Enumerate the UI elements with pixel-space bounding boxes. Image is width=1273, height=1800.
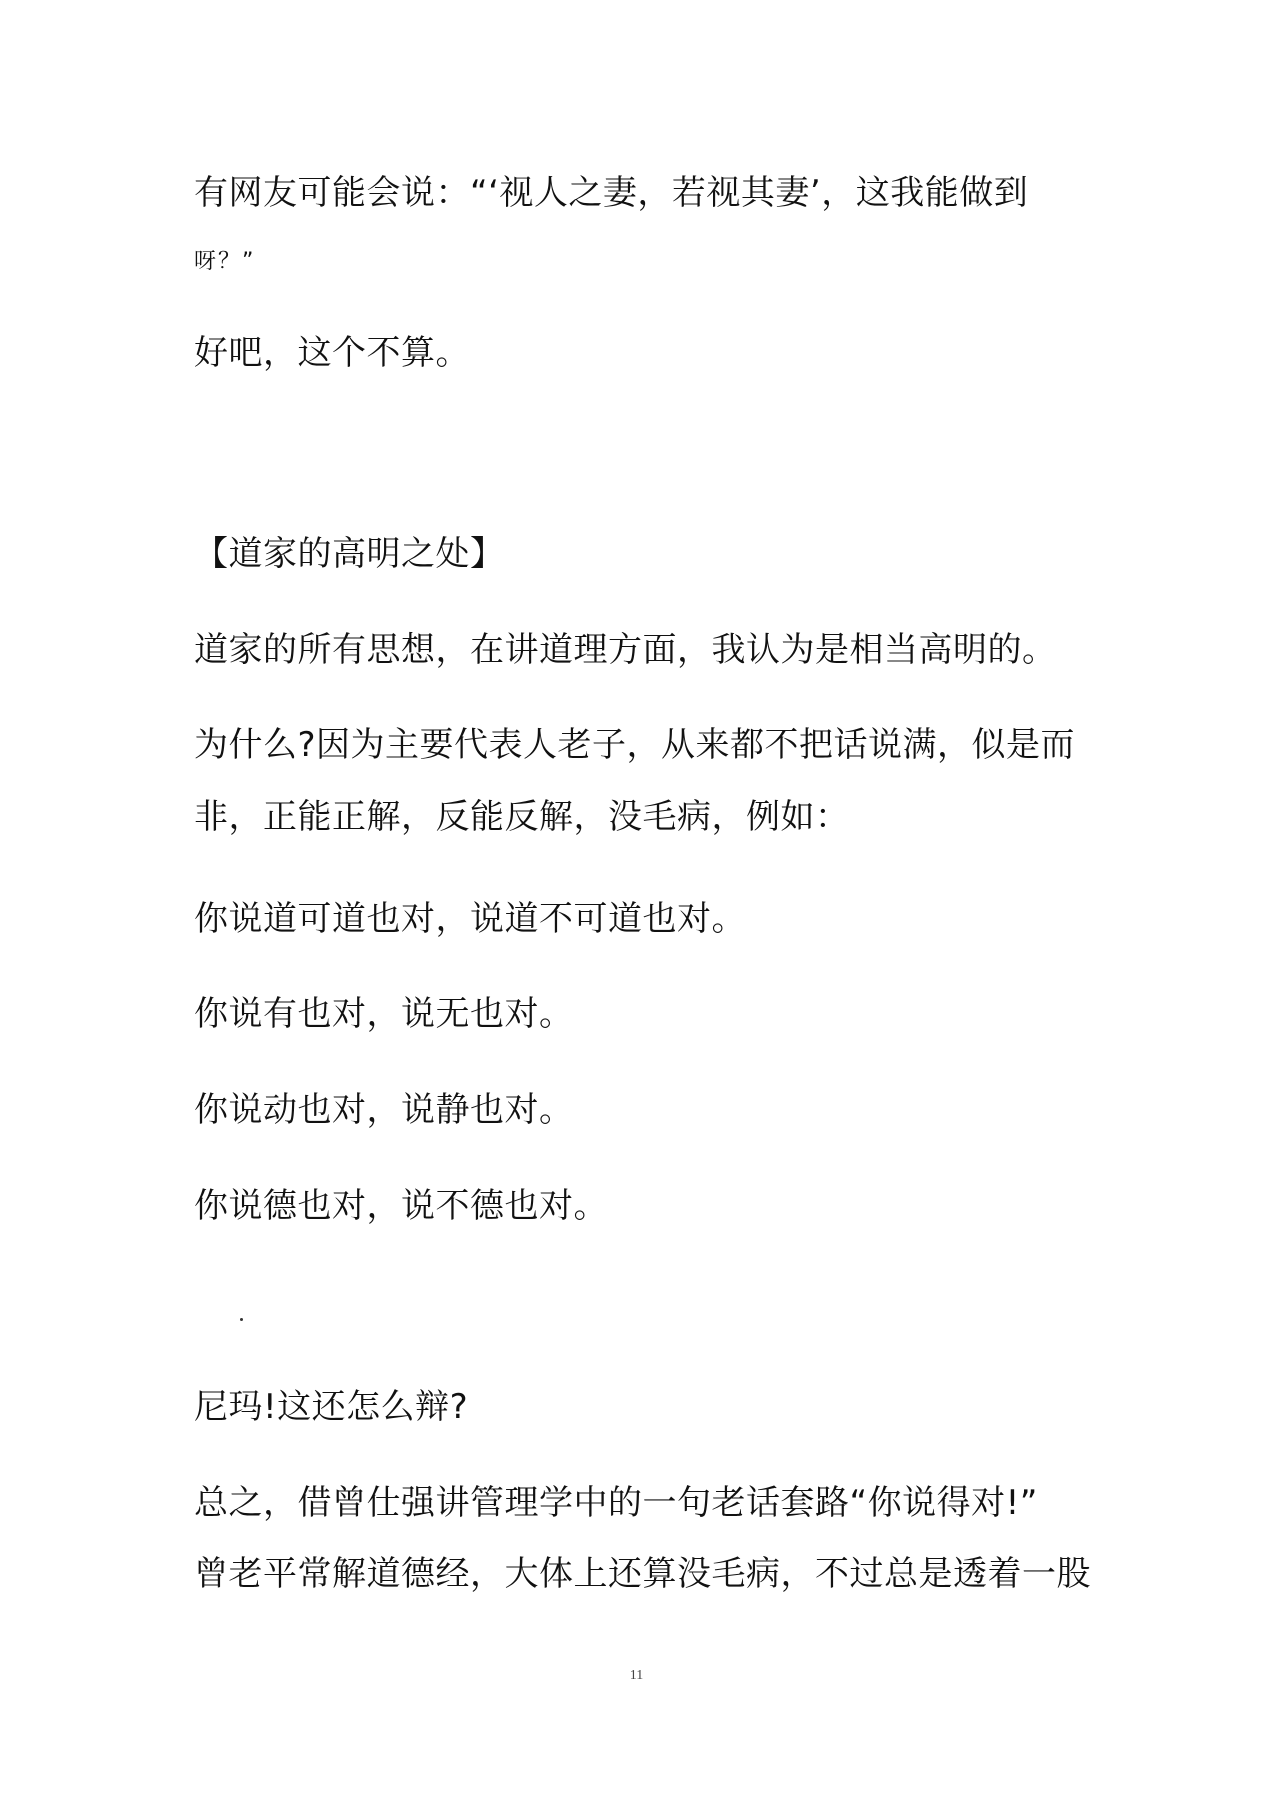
stray-dot xyxy=(240,1318,243,1321)
paragraph-line: 为什么?因为主要代表人老子，从来都不把话说满，似是而 xyxy=(194,725,1076,765)
paragraph-line: 你说道可道也对，说道不可道也对。 xyxy=(194,899,746,939)
paragraph-line: 有网友可能会说：“‘视人之妻，若视其妻’，这我能做到 xyxy=(194,173,1029,213)
paragraph-line: 尼玛!这还怎么辩? xyxy=(194,1387,469,1427)
paragraph-line: 好吧，这个不算。 xyxy=(194,333,470,373)
paragraph-line: 曾老平常解道德经，大体上还算没毛病，不过总是透着一股 xyxy=(194,1554,1091,1594)
section-heading: 【道家的高明之处】 xyxy=(194,534,505,574)
paragraph-line: 呀？” xyxy=(194,249,256,274)
paragraph-line: 你说动也对，说静也对。 xyxy=(194,1090,574,1130)
paragraph-line: 道家的所有思想，在讲道理方面，我认为是相当高明的。 xyxy=(194,630,1057,670)
paragraph-line: 你说有也对，说无也对。 xyxy=(194,994,574,1034)
paragraph-line: 非，正能正解，反能反解，没毛病，例如： xyxy=(194,797,850,837)
paragraph-line: 总之，借曾仕强讲管理学中的一句老话套路“你说得对!” xyxy=(194,1483,1038,1523)
paragraph-line: 你说德也对，说不德也对。 xyxy=(194,1186,608,1226)
page-number: 11 xyxy=(629,1668,644,1683)
